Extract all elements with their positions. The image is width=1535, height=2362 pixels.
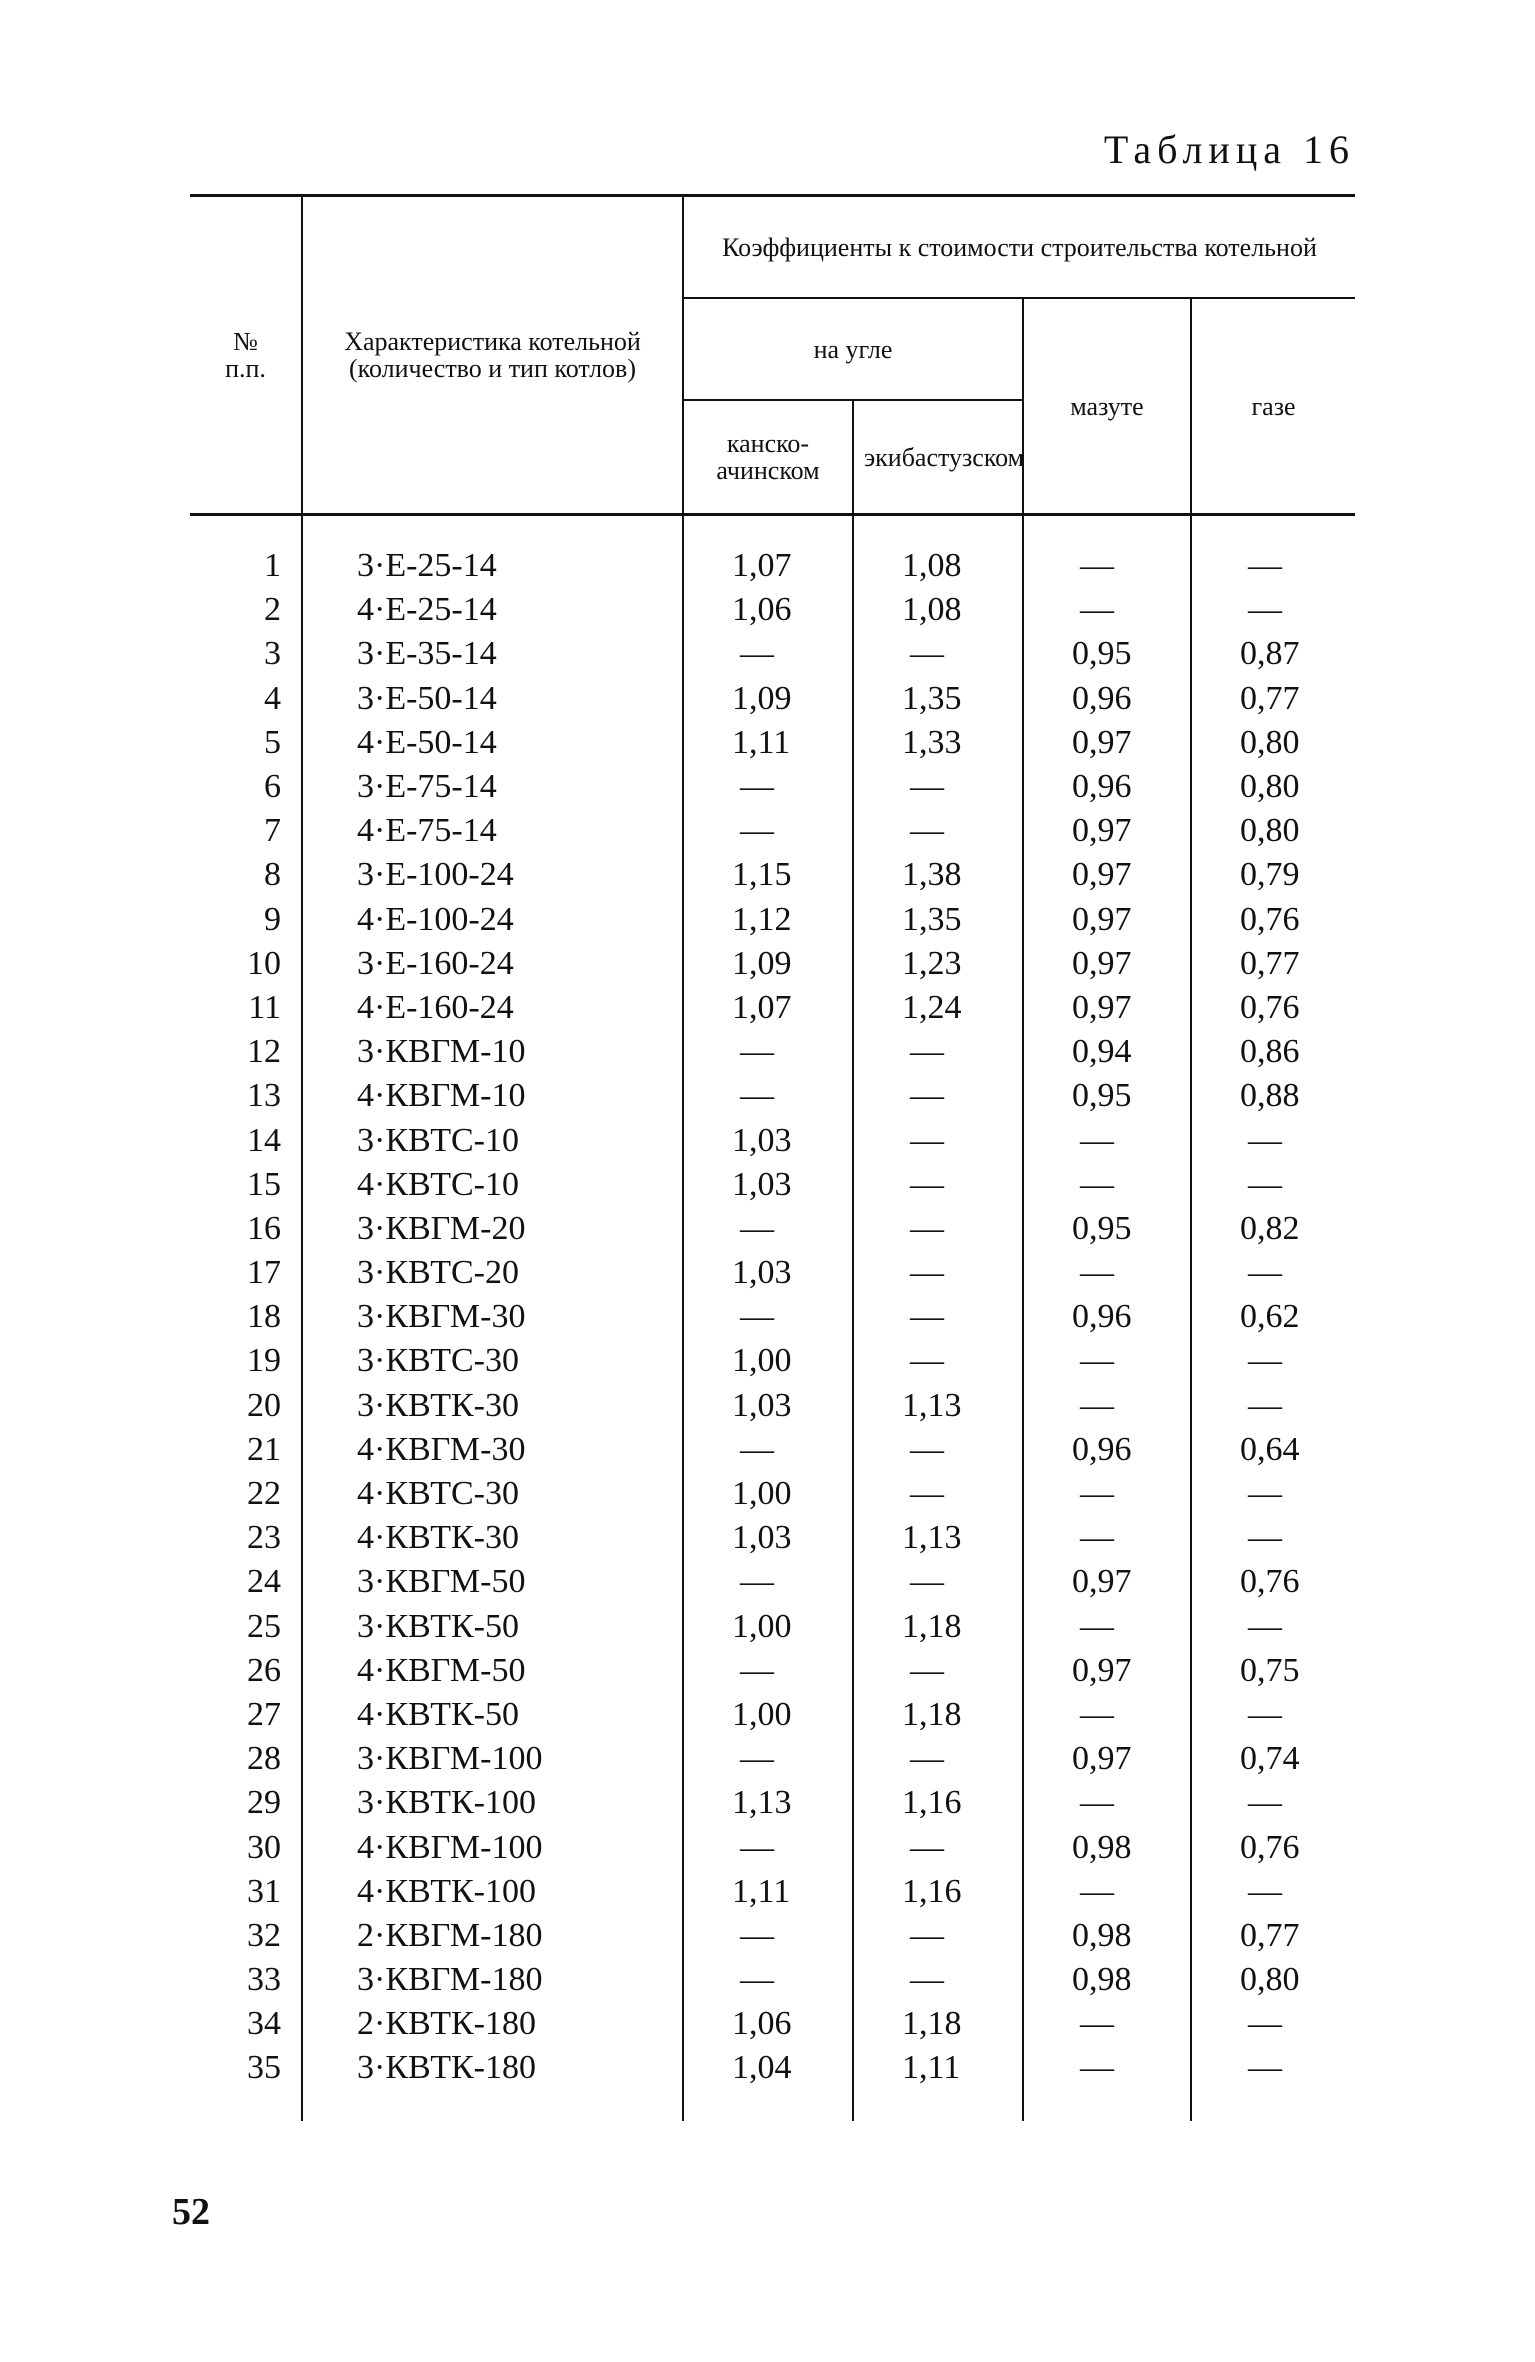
row-ekib-value: —: [853, 1339, 1023, 1383]
row-gas-value: —: [1191, 1384, 1355, 1428]
table-row: [190, 1074, 1355, 1118]
row-kansk-value: 1,11: [683, 721, 853, 765]
row-characteristic: 3·КВГМ-180: [302, 1958, 683, 2002]
row-gas-value: 0,74: [1191, 1737, 1355, 1781]
table-row: [190, 898, 1355, 942]
row-ekib-value: —: [853, 1914, 1023, 1958]
row-number: 8: [264, 856, 281, 894]
row-ekib-value: 1,24: [853, 986, 1023, 1030]
row-kansk-value: —: [683, 1560, 853, 1604]
row-gas-value: 0,62: [1191, 1295, 1355, 1339]
row-ekib-value: —: [853, 1118, 1023, 1162]
table-row: [190, 1472, 1355, 1516]
row-ekib-value: —: [853, 1074, 1023, 1118]
row-number: 28: [247, 1740, 281, 1778]
spacer-cell: [683, 2091, 853, 2121]
row-gas-value: —: [1191, 1339, 1355, 1383]
row-characteristic: 3·Е-25-14: [302, 515, 683, 589]
row-mazut-value: 0,94: [1023, 1030, 1191, 1074]
row-mazut-value: 0,97: [1023, 986, 1191, 1030]
header-number: № п.п.: [190, 196, 302, 515]
row-gas-value: —: [1191, 1163, 1355, 1207]
row-ekib-value: —: [853, 1207, 1023, 1251]
table-row: [190, 1163, 1355, 1207]
row-number: 33: [247, 1961, 281, 1999]
row-kansk-value: 1,04: [683, 2046, 853, 2090]
row-ekib-value: 1,23: [853, 942, 1023, 986]
row-gas-value: 0,80: [1191, 765, 1355, 809]
row-mazut-value: 0,97: [1023, 898, 1191, 942]
header-coefficients: Коэффициенты к стоимости строительства котельной: [683, 196, 1355, 299]
row-characteristic: 2·КВТК-180: [302, 2002, 683, 2046]
table-row: [190, 721, 1355, 765]
row-characteristic: 4·Е-50-14: [302, 721, 683, 765]
row-ekib-value: 1,38: [853, 853, 1023, 897]
row-kansk-value: 1,03: [683, 1163, 853, 1207]
row-mazut-value: 0,98: [1023, 1958, 1191, 2002]
row-gas-value: 0,79: [1191, 853, 1355, 897]
row-gas-value: 0,77: [1191, 1914, 1355, 1958]
row-mazut-value: 0,96: [1023, 1295, 1191, 1339]
row-kansk-value: 1,06: [683, 588, 853, 632]
row-kansk-value: 1,00: [683, 1472, 853, 1516]
row-mazut-value: 0,95: [1023, 1074, 1191, 1118]
row-mazut-value: 0,97: [1023, 853, 1191, 897]
row-kansk-value: 1,03: [683, 1118, 853, 1162]
table-row: [190, 1914, 1355, 1958]
row-kansk-value: 1,13: [683, 1781, 853, 1825]
table-row: [190, 809, 1355, 853]
table-row: [190, 1030, 1355, 1074]
row-number: 22: [247, 1475, 281, 1513]
row-gas-value: 0,82: [1191, 1207, 1355, 1251]
row-ekib-value: 1,16: [853, 1781, 1023, 1825]
row-number: 35: [247, 2049, 281, 2087]
row-mazut-value: —: [1023, 1693, 1191, 1737]
row-ekib-value: 1,16: [853, 1870, 1023, 1914]
row-ekib-value: —: [853, 1825, 1023, 1869]
row-mazut-value: —: [1023, 515, 1191, 589]
table-row: [190, 765, 1355, 809]
row-characteristic: 3·Е-35-14: [302, 632, 683, 676]
row-characteristic: 3·КВТК-50: [302, 1605, 683, 1649]
row-ekib-value: 1,18: [853, 2002, 1023, 2046]
row-kansk-value: 1,07: [683, 515, 853, 589]
row-gas-value: 0,76: [1191, 898, 1355, 942]
spacer-cell: [1191, 2091, 1355, 2121]
row-number: 25: [247, 1607, 281, 1645]
row-characteristic: 3·КВТС-20: [302, 1251, 683, 1295]
row-gas-value: 0,77: [1191, 677, 1355, 721]
table-row: [190, 1251, 1355, 1295]
row-characteristic: 3·КВТС-10: [302, 1118, 683, 1162]
table-row: [190, 1649, 1355, 1693]
row-gas-value: 0,76: [1191, 1560, 1355, 1604]
row-characteristic: 3·Е-75-14: [302, 765, 683, 809]
row-number: 34: [247, 2005, 281, 2043]
table-row: [190, 2046, 1355, 2090]
row-number: 5: [264, 723, 281, 761]
row-gas-value: 0,86: [1191, 1030, 1355, 1074]
table-row: [190, 1118, 1355, 1162]
row-characteristic: 3·Е-50-14: [302, 677, 683, 721]
row-characteristic: 3·КВГМ-20: [302, 1207, 683, 1251]
row-number: 29: [247, 1784, 281, 1822]
row-mazut-value: 0,96: [1023, 1428, 1191, 1472]
row-ekib-value: —: [853, 1030, 1023, 1074]
row-gas-value: 0,75: [1191, 1649, 1355, 1693]
row-gas-value: —: [1191, 515, 1355, 589]
row-number: 26: [247, 1651, 281, 1689]
row-characteristic: 3·КВТК-180: [302, 2046, 683, 2090]
row-number: 4: [264, 679, 281, 717]
row-ekib-value: 1,35: [853, 677, 1023, 721]
row-ekib-value: —: [853, 1737, 1023, 1781]
row-kansk-value: —: [683, 1295, 853, 1339]
row-ekib-value: 1,08: [853, 588, 1023, 632]
row-characteristic: 3·КВТК-100: [302, 1781, 683, 1825]
row-kansk-value: 1,03: [683, 1384, 853, 1428]
row-gas-value: —: [1191, 1472, 1355, 1516]
row-characteristic: 4·КВГМ-50: [302, 1649, 683, 1693]
row-characteristic: 3·Е-100-24: [302, 853, 683, 897]
row-characteristic: 3·Е-160-24: [302, 942, 683, 986]
table-row: [190, 1428, 1355, 1472]
row-gas-value: —: [1191, 1781, 1355, 1825]
row-number: 6: [264, 768, 281, 806]
row-gas-value: 0,80: [1191, 721, 1355, 765]
row-ekib-value: 1,18: [853, 1605, 1023, 1649]
row-kansk-value: 1,09: [683, 677, 853, 721]
header-on-coal: на угле: [683, 298, 1023, 400]
row-mazut-value: —: [1023, 1163, 1191, 1207]
row-number: 14: [247, 1121, 281, 1159]
row-gas-value: —: [1191, 1605, 1355, 1649]
table-row: [190, 2002, 1355, 2046]
table-caption: Таблица 16: [1103, 127, 1355, 172]
row-mazut-value: —: [1023, 1781, 1191, 1825]
row-kansk-value: —: [683, 1030, 853, 1074]
row-number: 21: [247, 1430, 281, 1468]
row-number: 16: [247, 1209, 281, 1247]
row-mazut-value: —: [1023, 1870, 1191, 1914]
row-number: 3: [264, 635, 281, 673]
row-kansk-value: 1,12: [683, 898, 853, 942]
table-row: [190, 588, 1355, 632]
table-row: [190, 1605, 1355, 1649]
row-number: 7: [264, 812, 281, 850]
row-characteristic: 4·Е-25-14: [302, 588, 683, 632]
row-number: 18: [247, 1298, 281, 1336]
row-number: 15: [247, 1165, 281, 1203]
row-gas-value: —: [1191, 1870, 1355, 1914]
row-kansk-value: —: [683, 1649, 853, 1693]
row-number: 20: [247, 1386, 281, 1424]
row-ekib-value: —: [853, 632, 1023, 676]
row-ekib-value: —: [853, 1295, 1023, 1339]
row-ekib-value: 1,18: [853, 1693, 1023, 1737]
row-characteristic: 3·КВГМ-30: [302, 1295, 683, 1339]
row-gas-value: —: [1191, 1516, 1355, 1560]
header-mazut: мазуте: [1023, 298, 1191, 515]
row-ekib-value: —: [853, 1428, 1023, 1472]
header-kansk: канско-ачинском: [683, 400, 853, 515]
table-container: [190, 194, 1355, 2121]
table-header: [190, 196, 1355, 515]
row-kansk-value: —: [683, 1914, 853, 1958]
row-mazut-value: —: [1023, 2002, 1191, 2046]
row-kansk-value: 1,11: [683, 1870, 853, 1914]
row-kansk-value: —: [683, 1207, 853, 1251]
row-ekib-value: —: [853, 1560, 1023, 1604]
row-number: 23: [247, 1519, 281, 1557]
row-mazut-value: —: [1023, 588, 1191, 632]
header-ekib: экибастузском: [853, 400, 1023, 515]
row-mazut-value: —: [1023, 2046, 1191, 2090]
row-gas-value: 0,80: [1191, 1958, 1355, 2002]
table-row: [190, 1693, 1355, 1737]
row-gas-value: —: [1191, 1118, 1355, 1162]
row-ekib-value: —: [853, 1649, 1023, 1693]
row-characteristic: 4·КВГМ-30: [302, 1428, 683, 1472]
row-gas-value: —: [1191, 2046, 1355, 2090]
header-characteristic: Характеристика котельной (количество и тип котлов): [302, 196, 683, 515]
row-kansk-value: —: [683, 1825, 853, 1869]
row-characteristic: 3·КВТК-30: [302, 1384, 683, 1428]
row-mazut-value: —: [1023, 1516, 1191, 1560]
spacer-cell: [190, 2091, 302, 2121]
row-ekib-value: —: [853, 1472, 1023, 1516]
row-mazut-value: 0,97: [1023, 942, 1191, 986]
row-ekib-value: 1,35: [853, 898, 1023, 942]
row-gas-value: —: [1191, 2002, 1355, 2046]
row-number: 11: [248, 988, 281, 1026]
row-mazut-value: —: [1023, 1118, 1191, 1162]
row-mazut-value: —: [1023, 1472, 1191, 1516]
row-ekib-value: 1,11: [853, 2046, 1023, 2090]
row-gas-value: 0,64: [1191, 1428, 1355, 1472]
row-number: 9: [264, 900, 281, 938]
table-row: [190, 1295, 1355, 1339]
row-gas-value: 0,76: [1191, 1825, 1355, 1869]
row-kansk-value: 1,15: [683, 853, 853, 897]
table-row: [190, 1339, 1355, 1383]
row-ekib-value: 1,13: [853, 1384, 1023, 1428]
header-gas: газе: [1191, 298, 1355, 515]
table-body: [190, 515, 1355, 2121]
row-gas-value: —: [1191, 1251, 1355, 1295]
row-number: 24: [247, 1563, 281, 1601]
row-gas-value: 0,87: [1191, 632, 1355, 676]
row-number: 13: [247, 1077, 281, 1115]
table-row: [190, 942, 1355, 986]
row-characteristic: 4·Е-160-24: [302, 986, 683, 1030]
row-kansk-value: 1,03: [683, 1251, 853, 1295]
row-number: 2: [264, 591, 281, 629]
coefficients-table: [190, 194, 1355, 2121]
row-ekib-value: —: [853, 1163, 1023, 1207]
table-row: [190, 1207, 1355, 1251]
row-number: 31: [247, 1872, 281, 1910]
row-kansk-value: 1,07: [683, 986, 853, 1030]
row-characteristic: 3·КВТС-30: [302, 1339, 683, 1383]
row-number: 19: [247, 1342, 281, 1380]
row-number: 10: [247, 944, 281, 982]
row-number: 32: [247, 1916, 281, 1954]
row-gas-value: 0,76: [1191, 986, 1355, 1030]
row-mazut-value: 0,97: [1023, 1649, 1191, 1693]
row-number: 30: [247, 1828, 281, 1866]
row-gas-value: 0,77: [1191, 942, 1355, 986]
row-kansk-value: 1,00: [683, 1339, 853, 1383]
table-row: [190, 986, 1355, 1030]
table-row: [190, 1737, 1355, 1781]
row-kansk-value: —: [683, 1737, 853, 1781]
row-kansk-value: 1,00: [683, 1693, 853, 1737]
row-mazut-value: 0,97: [1023, 1737, 1191, 1781]
row-characteristic: 4·Е-75-14: [302, 809, 683, 853]
row-mazut-value: 0,96: [1023, 677, 1191, 721]
row-mazut-value: —: [1023, 1251, 1191, 1295]
row-characteristic: 4·КВТК-50: [302, 1693, 683, 1737]
row-mazut-value: —: [1023, 1339, 1191, 1383]
row-kansk-value: 1,06: [683, 2002, 853, 2046]
row-mazut-value: 0,98: [1023, 1914, 1191, 1958]
row-mazut-value: —: [1023, 1605, 1191, 1649]
row-gas-value: —: [1191, 1693, 1355, 1737]
row-characteristic: 2·КВГМ-180: [302, 1914, 683, 1958]
table-row: [190, 1781, 1355, 1825]
table-row: [190, 515, 1355, 589]
table-row: [190, 1560, 1355, 1604]
row-number: 12: [247, 1033, 281, 1071]
row-kansk-value: —: [683, 809, 853, 853]
row-number: 17: [247, 1254, 281, 1292]
row-mazut-value: —: [1023, 1384, 1191, 1428]
row-ekib-value: 1,08: [853, 515, 1023, 589]
row-mazut-value: 0,97: [1023, 1560, 1191, 1604]
table-row: [190, 677, 1355, 721]
row-number: 27: [247, 1695, 281, 1733]
row-characteristic: 4·КВТК-30: [302, 1516, 683, 1560]
table-row: [190, 1958, 1355, 2002]
table-row: [190, 853, 1355, 897]
row-kansk-value: —: [683, 1428, 853, 1472]
table-row: [190, 1516, 1355, 1560]
row-characteristic: 4·КВТК-100: [302, 1870, 683, 1914]
table-row: [190, 632, 1355, 676]
row-characteristic: 4·КВТС-10: [302, 1163, 683, 1207]
row-mazut-value: 0,97: [1023, 809, 1191, 853]
row-kansk-value: —: [683, 765, 853, 809]
row-ekib-value: —: [853, 765, 1023, 809]
row-characteristic: 4·Е-100-24: [302, 898, 683, 942]
row-characteristic: 4·КВТС-30: [302, 1472, 683, 1516]
row-number: 1: [264, 547, 281, 585]
row-mazut-value: 0,97: [1023, 721, 1191, 765]
row-mazut-value: 0,96: [1023, 765, 1191, 809]
row-characteristic: 3·КВГМ-50: [302, 1560, 683, 1604]
row-mazut-value: 0,95: [1023, 1207, 1191, 1251]
row-gas-value: —: [1191, 588, 1355, 632]
row-ekib-value: 1,33: [853, 721, 1023, 765]
row-characteristic: 4·КВГМ-10: [302, 1074, 683, 1118]
spacer-cell: [1023, 2091, 1191, 2121]
row-ekib-value: —: [853, 1251, 1023, 1295]
row-kansk-value: —: [683, 632, 853, 676]
row-characteristic: 4·КВГМ-100: [302, 1825, 683, 1869]
table-bottom-spacer: [190, 2091, 1355, 2121]
row-kansk-value: 1,00: [683, 1605, 853, 1649]
row-kansk-value: —: [683, 1958, 853, 2002]
row-kansk-value: 1,09: [683, 942, 853, 986]
row-ekib-value: —: [853, 809, 1023, 853]
row-ekib-value: —: [853, 1958, 1023, 2002]
row-gas-value: 0,88: [1191, 1074, 1355, 1118]
page-number: 52: [172, 2191, 210, 2233]
row-kansk-value: 1,03: [683, 1516, 853, 1560]
table-row: [190, 1870, 1355, 1914]
row-ekib-value: 1,13: [853, 1516, 1023, 1560]
row-kansk-value: —: [683, 1074, 853, 1118]
table-row: [190, 1825, 1355, 1869]
row-mazut-value: 0,98: [1023, 1825, 1191, 1869]
table-row: [190, 1384, 1355, 1428]
row-characteristic: 3·КВГМ-100: [302, 1737, 683, 1781]
row-gas-value: 0,80: [1191, 809, 1355, 853]
spacer-cell: [853, 2091, 1023, 2121]
row-mazut-value: 0,95: [1023, 632, 1191, 676]
row-characteristic: 3·КВГМ-10: [302, 1030, 683, 1074]
spacer-cell: [302, 2091, 683, 2121]
